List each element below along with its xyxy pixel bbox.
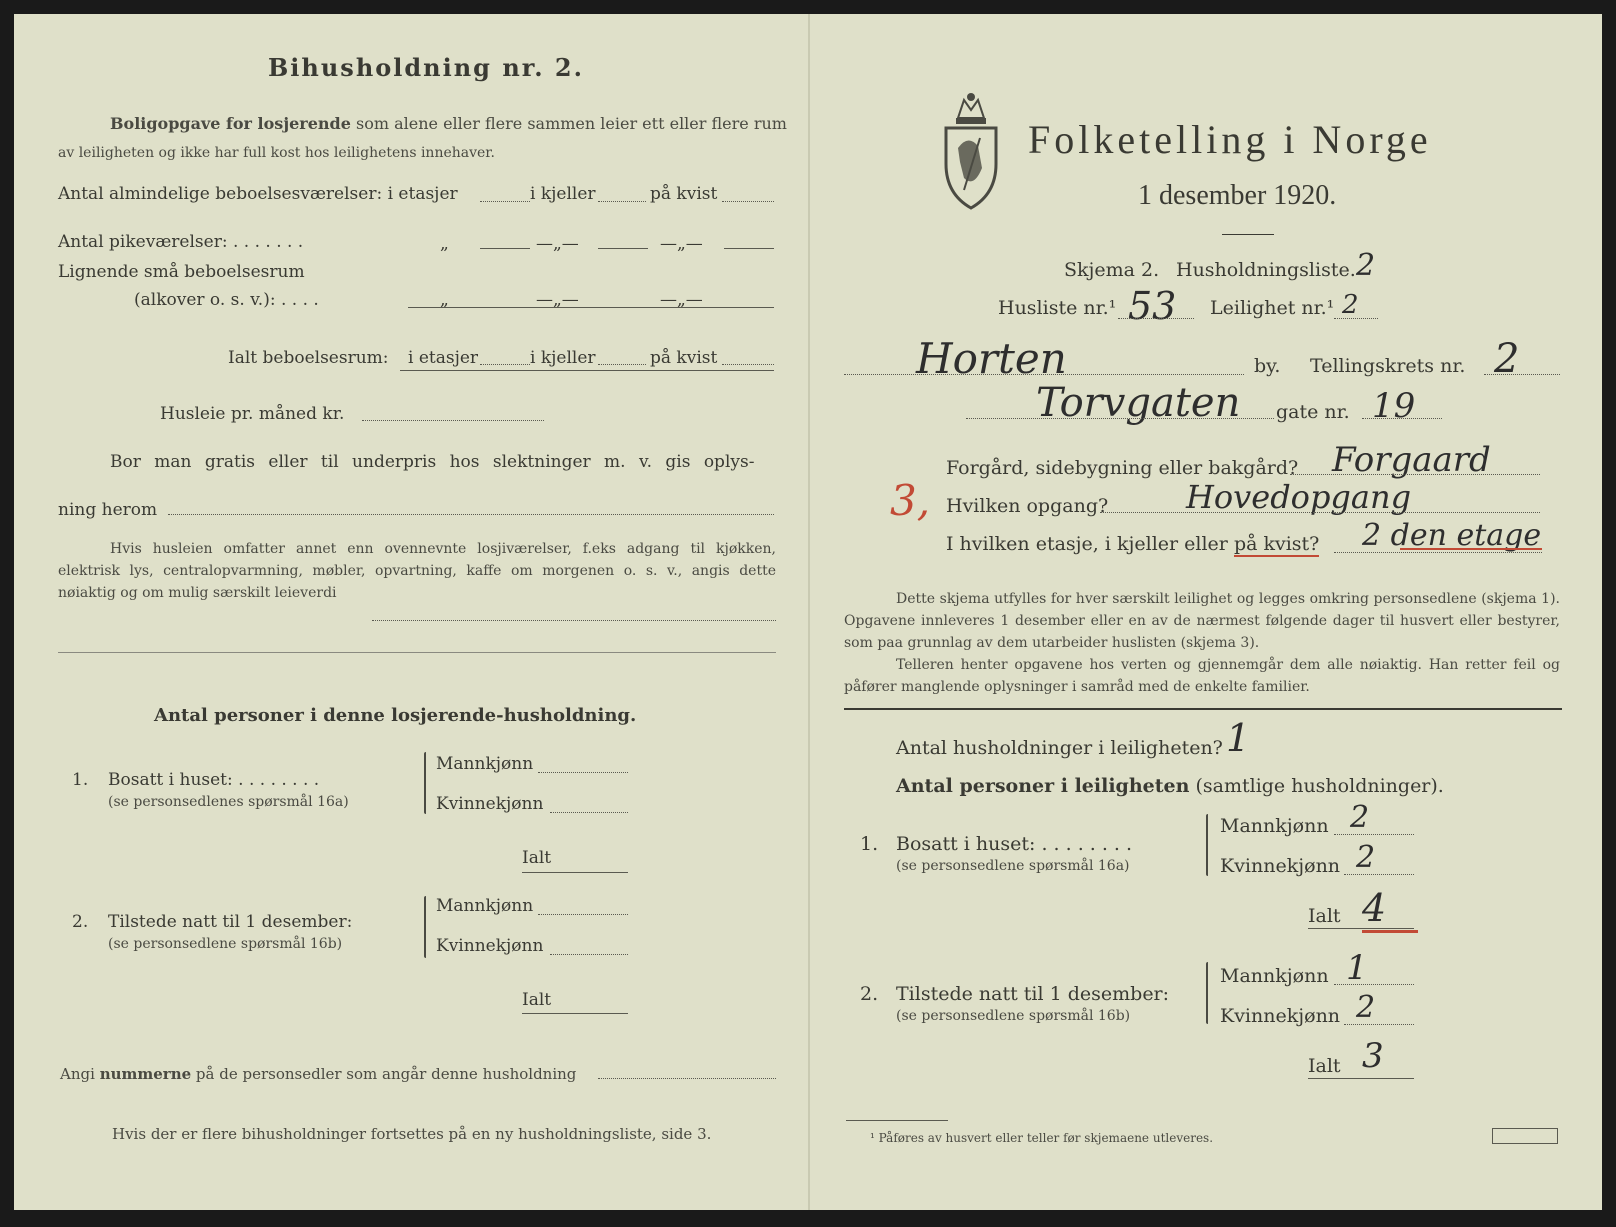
census-date: 1 desember 1920. xyxy=(1138,180,1337,211)
list-label: Husholdningsliste. xyxy=(1176,259,1356,281)
city-label: by. xyxy=(1254,355,1281,377)
left-q1-total-field[interactable] xyxy=(522,872,628,873)
left-q2-female-label: Kvinnekjønn xyxy=(436,936,544,956)
floor-label-2: på kvist? xyxy=(1233,533,1320,555)
left-title: Bihusholdning nr. 2. xyxy=(268,53,584,82)
left-q2-male-field[interactable] xyxy=(538,914,628,915)
house-label: Husliste nr.¹ xyxy=(998,297,1117,319)
continue-note: Hvis der er flere bihusholdninger fortsettes på en ny husholdningsliste, side 3. xyxy=(112,1125,712,1143)
right-q2-brace xyxy=(1206,962,1208,1024)
total-floors-field[interactable] xyxy=(480,364,530,365)
house-value: 53 xyxy=(1128,284,1177,328)
right-q1-red-underline xyxy=(1362,930,1418,933)
right-q1-female-field[interactable] xyxy=(1344,874,1414,875)
left-q1-sub: (se personsedlenes spørsmål 16a) xyxy=(108,794,349,810)
maids-cellar-field[interactable] xyxy=(598,248,648,249)
free-field[interactable] xyxy=(168,514,774,515)
total-rooms-label: Ialt beboelsesrum: xyxy=(228,348,389,368)
right-q2-label: Tilstede natt til 1 desember: xyxy=(896,983,1170,1005)
right-q1-total-field[interactable] xyxy=(1308,928,1414,929)
right-q2-total-field[interactable] xyxy=(1308,1078,1414,1079)
total-attic-field[interactable] xyxy=(722,364,774,365)
floor-value: 2 den etage xyxy=(1362,518,1542,553)
right-q1-total-value: 4 xyxy=(1362,886,1387,930)
instruction-1-text: Dette skjema utfylles for hver særskilt leilighet og legges omkring personsedlene (skjema 1). Opgavene innleveres 1 desember eller en av de nærmest følgende dager til husvert eller bestyrer, som paa grunnlag av dem utarbeider huslisten (skjema 3). xyxy=(844,591,1560,651)
entrance-field[interactable] xyxy=(1100,512,1540,513)
title-rule xyxy=(1222,234,1274,235)
yard-label: Forgård, sidebygning eller bakgård? xyxy=(946,457,1299,479)
footnote: ¹ Påføres av husvert eller teller før skjemaene utleveres. xyxy=(870,1131,1214,1145)
free-label-1: Bor man gratis eller til underpris hos slektninger m. v. gis oplys- xyxy=(110,452,755,472)
households-label: Antal husholdninger i leiligheten? xyxy=(896,737,1223,759)
alcoves-ditto-2: —„— xyxy=(536,290,579,310)
left-q1-label: Bosatt i huset: . . . . . . . . xyxy=(108,770,320,790)
left-q1-num: 1. xyxy=(72,770,89,790)
rooms-attic-label: på kvist xyxy=(650,184,718,204)
yard-value: Forgaard xyxy=(1332,440,1491,480)
rooms-cellar-field[interactable] xyxy=(598,201,646,202)
street-field[interactable] xyxy=(966,418,1274,419)
right-persons-rest: (samtlige husholdninger). xyxy=(1195,775,1444,797)
right-q1-sub: (se personsedlene spørsmål 16a) xyxy=(896,858,1130,874)
total-rooms-underline xyxy=(400,370,774,371)
instruction-1 xyxy=(844,588,1560,654)
apt-value: 2 xyxy=(1342,290,1359,320)
left-q2-num: 2. xyxy=(72,912,89,932)
maids-label: Antal pikeværelser: . . . . . . . xyxy=(58,232,304,252)
alcoves-ditto-3: —„— xyxy=(660,290,703,310)
floor-red-strike xyxy=(1400,548,1542,550)
alcoves-ditto-1: „ xyxy=(440,290,449,310)
total-cellar-field[interactable] xyxy=(598,364,646,365)
right-q1-female-value: 2 xyxy=(1356,840,1376,875)
district-label: Tellingskrets nr. xyxy=(1310,355,1466,377)
maids-ditto-1: „ xyxy=(440,234,449,254)
house-field[interactable] xyxy=(1118,318,1194,319)
intro-line-2: av leiligheten og ikke har full kost hos leilighetens innehaver. xyxy=(58,145,495,161)
right-q1-female-label: Kvinnekjønn xyxy=(1220,855,1341,877)
total-rooms-cellar: i kjeller xyxy=(530,348,596,368)
numbers-line xyxy=(60,1064,576,1084)
left-divider xyxy=(58,652,776,653)
right-divider xyxy=(844,708,1562,710)
right-q1-label: Bosatt i huset: . . . . . . . . xyxy=(896,833,1133,855)
rent-field[interactable] xyxy=(362,420,544,421)
floor-field[interactable] xyxy=(1334,552,1542,553)
entrance-label: Hvilken opgang? xyxy=(946,495,1109,517)
norway-coat-of-arms-icon xyxy=(938,90,1004,212)
right-q1-male-field[interactable] xyxy=(1334,834,1414,835)
left-persons-heading: Antal personer i denne losjerende-husholdning. xyxy=(154,705,637,726)
intro-bold: Boligopgave for losjerende xyxy=(110,114,351,133)
left-q2-total-label: Ialt xyxy=(522,990,552,1010)
floor-label-1: I hvilken etasje, i kjeller eller xyxy=(946,533,1228,555)
right-q1-total-label: Ialt xyxy=(1308,905,1341,927)
yard-field[interactable] xyxy=(1290,474,1540,475)
rooms-label: Antal almindelige beboelsesværelser: i etasjer xyxy=(58,184,458,204)
rent-note-text: Hvis husleien omfatter annet enn ovennevnte losjiværelser, f.eks adgang til kjøkken, elektrisk lys, centralopvarmning, møbler, opvartning, kaffe om morgenen o. s. v., angis dette nøiaktig og om mulig særskilt leieverdi xyxy=(58,541,776,601)
right-persons-heading xyxy=(896,776,1444,796)
right-q2-male-label: Mannkjønn xyxy=(1220,965,1329,987)
left-q1-female-field[interactable] xyxy=(550,812,628,813)
right-q2-female-label: Kvinnekjønn xyxy=(1220,1005,1341,1027)
right-q1-num: 1. xyxy=(860,833,879,855)
maids-ditto-3: —„— xyxy=(660,234,703,254)
rooms-floors-field[interactable] xyxy=(480,201,530,202)
left-q2-sub: (se personsedlene spørsmål 16b) xyxy=(108,936,343,952)
right-q2-total-value: 3 xyxy=(1362,1036,1384,1076)
intro-rest: som alene eller flere sammen leier ett eller flere rum xyxy=(355,114,787,133)
instruction-2 xyxy=(844,654,1560,698)
left-q1-total-label: Ialt xyxy=(522,848,552,868)
rooms-attic-field[interactable] xyxy=(722,201,774,202)
district-value: 2 xyxy=(1494,336,1520,382)
left-q1-male-field[interactable] xyxy=(538,772,628,773)
entrance-value: Hovedopgang xyxy=(1186,478,1412,516)
apt-label: Leilighet nr.¹ xyxy=(1210,297,1335,319)
district-field[interactable] xyxy=(1484,374,1560,375)
right-q2-male-value: 1 xyxy=(1346,948,1368,988)
numbers-post: på de personsedler som angår denne husholdning xyxy=(195,1065,577,1083)
right-q1-male-label: Mannkjønn xyxy=(1220,815,1329,837)
left-q2-brace xyxy=(424,896,426,958)
rent-note-field[interactable] xyxy=(372,620,776,621)
total-rooms-floors: i etasjer xyxy=(408,348,479,368)
left-q2-male-label: Mannkjønn xyxy=(436,896,534,916)
households-value: 1 xyxy=(1226,716,1251,760)
floor-label xyxy=(946,534,1319,554)
left-q2-female-field[interactable] xyxy=(550,954,628,955)
apt-field[interactable] xyxy=(1334,318,1378,319)
rooms-cellar-label: i kjeller xyxy=(530,184,596,204)
numbers-field[interactable] xyxy=(598,1078,776,1079)
maids-attic-field[interactable] xyxy=(724,248,774,249)
left-q2-label: Tilstede natt til 1 desember: xyxy=(108,912,353,932)
instruction-2-text: Telleren henter opgavene hos verten og gjennemgår dem alle nøiaktig. Han retter feil og påfører manglende oplysninger i samråd med de enkelte familier. xyxy=(844,657,1560,695)
right-q2-female-value: 2 xyxy=(1356,990,1376,1025)
right-q2-male-field[interactable] xyxy=(1334,984,1414,985)
right-q1-male-value: 2 xyxy=(1350,800,1370,835)
free-label-2: ning herom xyxy=(58,500,158,520)
numbers-pre: Angi xyxy=(60,1065,95,1083)
intro-line-1 xyxy=(110,114,787,134)
right-q2-total-label: Ialt xyxy=(1308,1055,1341,1077)
left-q1-female-label: Kvinnekjønn xyxy=(436,794,544,814)
right-q2-num: 2. xyxy=(860,983,879,1005)
alcoves-line xyxy=(408,307,774,308)
page-fold xyxy=(808,14,810,1210)
maids-floors-field[interactable] xyxy=(480,248,530,249)
street-no-field[interactable] xyxy=(1362,418,1442,419)
right-title: Folketelling i Norge xyxy=(1028,117,1432,162)
total-rooms-attic: på kvist xyxy=(650,348,718,368)
similar-label: Lignende små beboelsesrum xyxy=(58,262,305,282)
left-q1-brace xyxy=(424,752,426,814)
city-field[interactable] xyxy=(844,374,1244,375)
maids-ditto-2: —„— xyxy=(536,234,579,254)
street-no: 19 xyxy=(1372,386,1416,426)
left-q1-male-label: Mannkjønn xyxy=(436,754,534,774)
left-q2-total-field[interactable] xyxy=(522,1013,628,1014)
printer-stamp xyxy=(1492,1128,1558,1144)
street-value: Torvgaten xyxy=(1036,380,1241,426)
schema-label: Skjema 2. xyxy=(1064,259,1160,281)
street-label: gate nr. xyxy=(1276,401,1350,423)
right-q1-brace xyxy=(1206,814,1208,876)
alcoves-label: (alkover o. s. v.): . . . . xyxy=(134,290,319,310)
right-persons-bold: Antal personer i leiligheten xyxy=(896,775,1190,797)
right-q2-sub: (se personsedlene spørsmål 16b) xyxy=(896,1008,1131,1024)
rent-label: Husleie pr. måned kr. xyxy=(160,404,345,424)
footnote-rule xyxy=(846,1120,948,1121)
city-value: Horten xyxy=(916,334,1067,383)
rent-note xyxy=(58,538,776,604)
red-pencil-mark: 3, xyxy=(890,476,931,525)
right-q2-female-field[interactable] xyxy=(1344,1024,1414,1025)
numbers-bold: nummerne xyxy=(99,1065,192,1083)
list-value: 2 xyxy=(1356,248,1376,283)
